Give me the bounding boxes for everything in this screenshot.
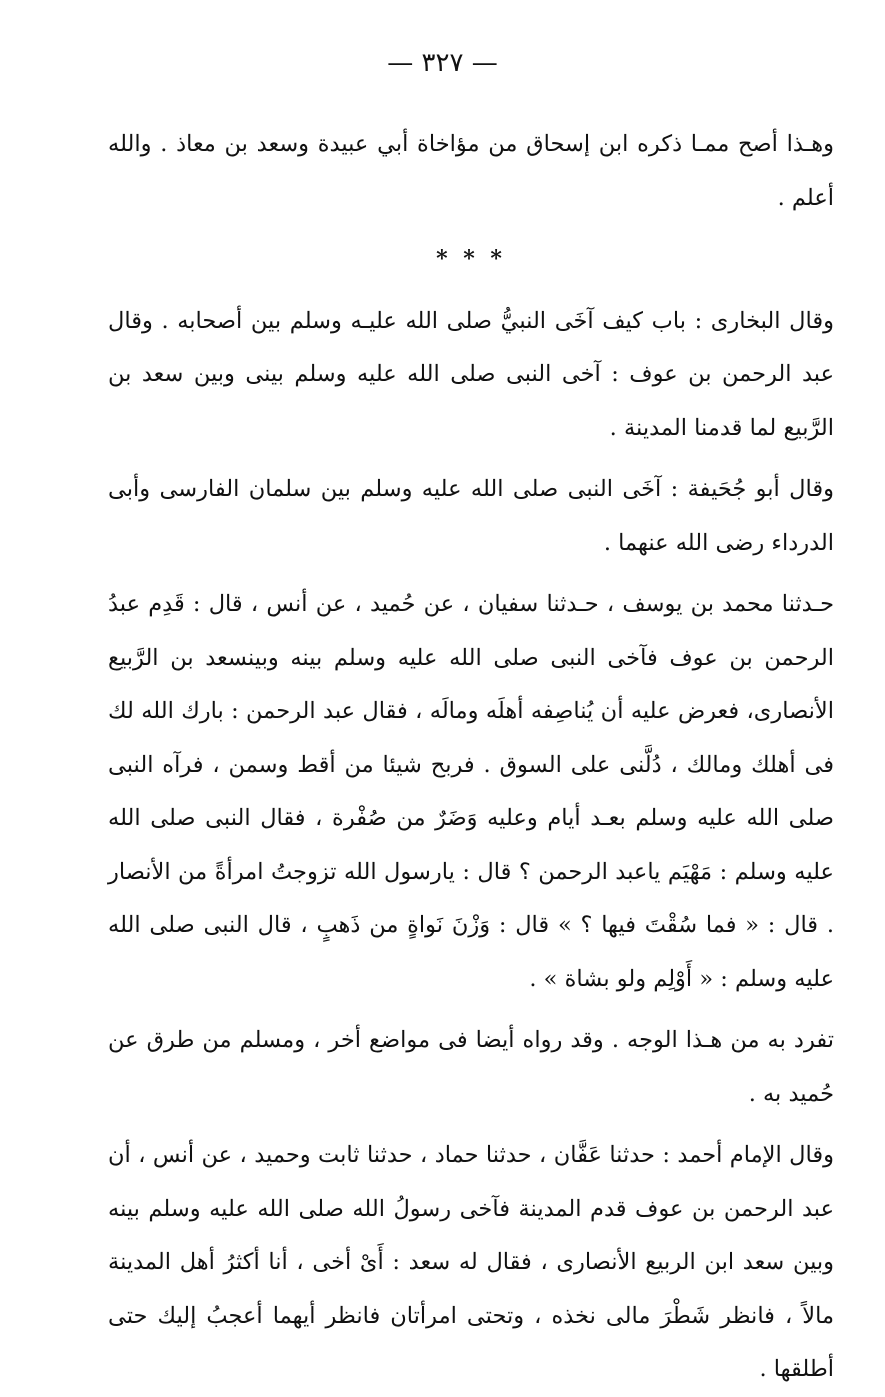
paragraph: حـدثنا محمد بن يوسف ، حـدثنا سفيان ، عن حُميد ، عن أنس ، قال : قَدِم عبدُ الرحمن بن عوف فآخى النبى صلى الله عليه وسلم بينه وبينسعد بن الرَّبيع الأنصارى، فعرض عليه أن يُناصِفه أهلَه ومالَه ، فقال عبد الرحمن : بارك الله لك فى أهلك ومالك ، دُلَّنى على السوق . فربح شيئا من أقط وسمن ، فرآه النبى صلى الله عليه وسلم بعـد أيام وعليه وَضَرٌ من صُفْرة ، فقال النبى صلى الله عليه وسلم : مَهْيَم ياعبد الرحمن ؟ قال : يارسول الله تزوجتُ امرأةً من الأنصار . قال : « فما سُقْتَ فيها ؟ » قال : وَزْنَ نَواةٍ من ذَهبٍ ، قال النبى صلى الله عليه وسلم : « أَوْلِم ولو بشاة » .: [108, 591, 834, 992]
spacer: [108, 570, 834, 578]
spacer: [108, 1006, 834, 1014]
paragraph: وقال أبو جُحَيفة : آخَى النبى صلى الله عليه وسلم بين سلمان الفارسى وأبى الدرداء رضى الله عنهما .: [108, 476, 834, 556]
paragraph: تفرد به من هـذا الوجه . وقد رواه أيضا فى مواضع أخر ، ومسلم من طرق عن حُميد به .: [108, 1027, 834, 1107]
spacer: [108, 455, 834, 463]
spacer: [108, 1121, 834, 1129]
spacer: [108, 225, 834, 233]
paragraph: وقال الإمام أحمد : حدثنا عَفَّان ، حدثنا حماد ، حدثنا ثابت وحميد ، عن أنس ، أن عبد الرحمن بن عوف قدم المدينة فآخى رسولُ الله صلى الله عليه وسلم بينه وبين سعد ابن الربيع الأنصارى ، فقال له سعد : أَىْ أخى ، أنا أكثرُ أهل المدينة مالاً ، فانظر شَطْرَ مالى نخذه ، وتحتى امرأتان فانظر أيهما أعجبُ إليك حتى أطلقها .: [108, 1142, 834, 1382]
body-text: [108, 118, 834, 1397]
page-number: — ٣٢٧ —: [387, 48, 498, 78]
spacer: [108, 287, 834, 295]
paragraph: وقال البخارى : باب كيف آخَى النبيُّ صلى الله عليـه وسلم بين أصحابه . وقال عبد الرحمن بن عوف : آخى النبى صلى الله عليه وسلم بينى وبين سعد بن الرَّبيع لما قدمنا المدينة .: [108, 307, 834, 441]
paragraph: وهـذا أصح ممـا ذكره ابن إسحاق من مؤاخاة أبي عبيدة وسعد بن معاذ . والله أعلم .: [108, 131, 834, 211]
section-separator: * * *: [436, 246, 506, 272]
